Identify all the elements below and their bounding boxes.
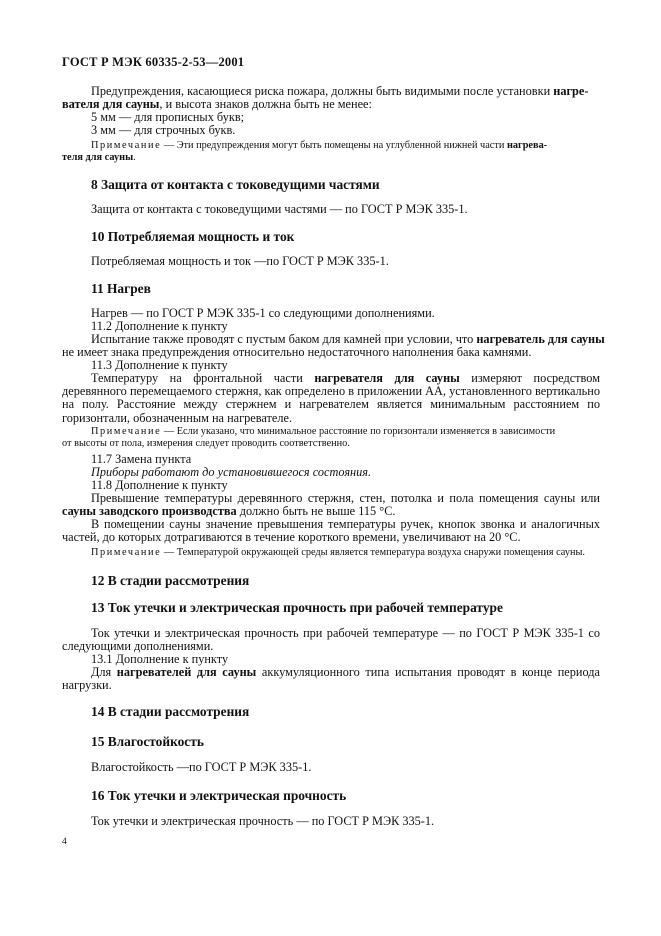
clause-11-2-line-2: не имеет знака предупреждения относительно недостаточного наполнения бака камнями. xyxy=(62,345,532,359)
clause-11-8-paragraph-2: В помещении сауны значение превышения температуры ручек, кнопок звонка и аналогичных частей, до которых дотрагиваются в течение короткого времени, увеличивают на 20 °С. xyxy=(62,517,600,545)
clause-11-8-note: Примечание — Температурой окружающей среды является температура воздуха снаружи помещения сауны. xyxy=(91,547,585,558)
intro-line-2: вателя для сауны, и высота знаков должна быть не менее: xyxy=(62,97,372,111)
section-15-title: 15 Влагостойкость xyxy=(91,734,204,749)
intro-uppercase: 5 мм — для прописных букв; xyxy=(91,110,245,124)
section-10-text: Потребляемая мощность и ток —по ГОСТ Р МЭК 335-1. xyxy=(91,254,389,268)
section-10-title: 10 Потребляемая мощность и ток xyxy=(91,229,295,244)
section-16-title: 16 Ток утечки и электрическая прочность xyxy=(91,788,347,803)
clause-11-3-note-line-2: от высоты от пола, измерения следует проводить соответственно. xyxy=(62,438,350,449)
intro-note-line-2: теля для сауны. xyxy=(62,152,136,163)
clause-11-2-heading: 11.2 Дополнение к пункту xyxy=(91,319,228,333)
page-number: 4 xyxy=(62,837,67,847)
section-13-paragraph: Ток утечки и электрическая прочность при рабочей температуре — по ГОСТ Р МЭК 335-1 со следующими дополнениями. xyxy=(62,626,600,654)
section-8-title: 8 Защита от контакта с токоведущими частями xyxy=(91,177,380,192)
section-14-title: 14 В стадии рассмотрения xyxy=(91,704,250,719)
intro-note-line-1: Примечание — Эти предупреждения могут быть помещены на углубленной нижней части нагрева- xyxy=(91,140,548,151)
clause-11-3-heading: 11.3 Дополнение к пункту xyxy=(91,358,228,372)
section-16-text: Ток утечки и электрическая прочность — по ГОСТ Р МЭК 335-1. xyxy=(91,814,435,828)
clause-11-3-note-line-1: Примечание — Если указано, что минимальное расстояние по горизонтали изменяется в зависимости xyxy=(91,426,556,437)
section-15-text: Влагостойкость —по ГОСТ Р МЭК 335-1. xyxy=(91,760,312,774)
intro-line-1: Предупреждения, касающиеся риска пожара, должны быть видимыми после установки нагре- xyxy=(91,84,589,98)
section-8-text: Защита от контакта с токоведущими частями — по ГОСТ Р МЭК 335-1. xyxy=(91,202,468,216)
clause-11-7-heading: 11.7 Замена пункта xyxy=(91,452,192,466)
section-11-intro: Нагрев — по ГОСТ Р МЭК 335-1 со следующими дополнениями. xyxy=(91,306,435,320)
clause-11-2-line-1: Испытание также проводят с пустым баком для камней при условии, что нагреватель для сауны xyxy=(91,332,605,346)
clause-11-7-text: Приборы работают до установившегося состояния. xyxy=(91,465,372,479)
running-header: ГОСТ Р МЭК 60335-2-53—2001 xyxy=(62,55,245,69)
clause-11-3-paragraph: Температуру на фронтальной части нагревателя для сауны измеряют посредством деревянного перемещаемого стержня, как определено в приложении АА, установленного вертикально на полу. Расстояние между стержнем и нагревателем является минимальным расстоянием по горизонтали, обозначенным на нагревателе. xyxy=(62,371,600,425)
section-11-title: 11 Нагрев xyxy=(91,281,151,296)
clause-11-8-paragraph-1: Превышение температуры деревянного стержня, стен, потолка и пола помещения сауны или сауны заводского производства должно быть не выше 115 °С. xyxy=(62,491,600,519)
clause-13-1-heading: 13.1 Дополнение к пункту xyxy=(91,652,229,666)
intro-lowercase: 3 мм — для строчных букв. xyxy=(91,123,236,137)
clause-11-8-heading: 11.8 Дополнение к пункту xyxy=(91,478,228,492)
clause-13-1-paragraph: Для нагревателей для сауны аккумуляционного типа испытания проводят в конце периода нагрузки. xyxy=(62,665,600,693)
section-12-title: 12 В стадии рассмотрения xyxy=(91,573,250,588)
section-13-title: 13 Ток утечки и электрическая прочность при рабочей температуре xyxy=(91,600,503,615)
